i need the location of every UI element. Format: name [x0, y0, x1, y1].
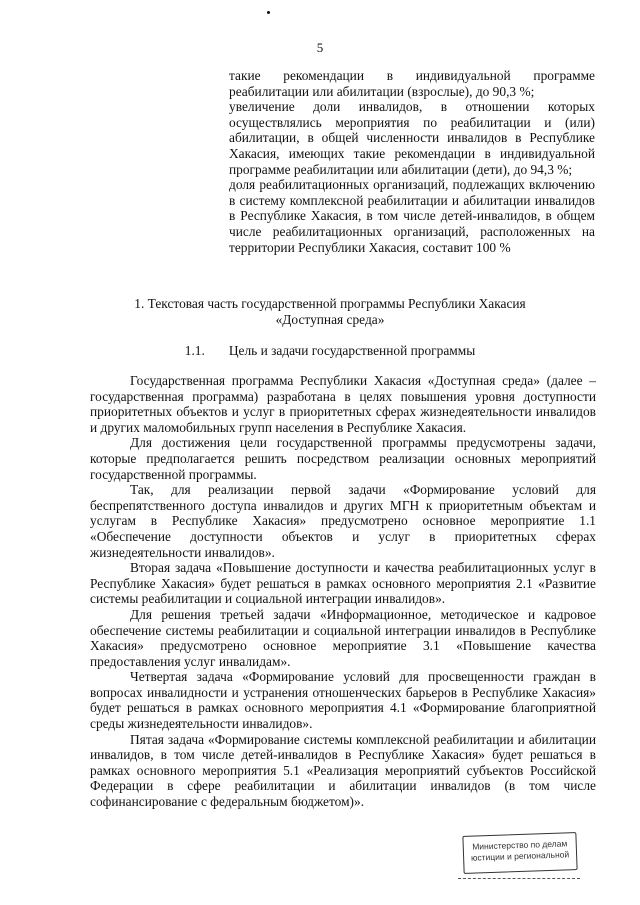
ministry-stamp — [462, 832, 577, 874]
target-indicators-block — [229, 68, 595, 255]
indicator-item: увеличение доли инвалидов, в отношении которых осуществлялись мероприятия по реабилитации и (или) абилитации, в общей численности инвалидов в Республике Хакасия, имеющих такие рекомендации в индивидуальной программе реабилитации или абилитации (дети), до 94,3 %; — [229, 99, 595, 177]
page-number: 5 — [316, 40, 324, 55]
section-heading-line2: «Доступная среда» — [275, 312, 385, 327]
document-body — [90, 373, 596, 810]
body-paragraph: Так, для реализации первой задачи «Формирование условий для беспрепятственного доступа инвалидов и других МГН к приоритетным объектам и услугам в Республике Хакасия» предусмотрено основное мероприятие 1.1 «Обеспечение доступности объектов и услуг в приоритетных сферах жизнедеятельности инвалидов». — [90, 482, 596, 560]
stamp-line1: Министерство по делам — [472, 838, 568, 852]
indicator-item: такие рекомендации в индивидуальной программе реабилитации или абилитации (взрослые), до 90,3 %; — [229, 68, 595, 99]
body-paragraph: Четвертая задача «Формирование условий для просвещенности граждан в вопросах инвалидности и устранения отношенческих барьеров в Республике Хакасия» будет решаться в рамках основного мероприятия 4.1 «Формирование благоприятной среды жизнедеятельности инвалидов». — [90, 669, 596, 732]
subsection-heading — [90, 343, 570, 359]
stamp-underline — [458, 878, 580, 879]
scan-speck — [267, 11, 270, 14]
section-heading — [100, 296, 560, 328]
stamp-line2: юстиции и региональной — [470, 849, 570, 863]
body-paragraph: Государственная программа Республики Хакасия «Доступная среда» (далее – государственная программа) разработана в целях повышения уровня доступности приоритетных объектов и услуг в приоритетных сферах жизнедеятельности инвалидов и других маломобильных групп населения в Республике Хакасия. — [90, 373, 596, 435]
body-paragraph: Для достижения цели государственной программы предусмотрены задачи, которые предполагается решить посредством реализации основных мероприятий государственной программы. — [90, 435, 596, 482]
body-paragraph: Вторая задача «Повышение доступности и качества реабилитационных услуг в Республике Хакасия» будет решаться в рамках основного мероприятия 2.1 «Развитие системы реабилитации и социальной интеграции инвалидов». — [90, 560, 596, 607]
subsection-number: 1.1. — [184, 343, 205, 358]
body-paragraph: Для решения третьей задачи «Информационное, методическое и кадровое обеспечение системы реабилитации и социальной интеграции инвалидов в Республике Хакасия» предусмотрено основное мероприятие 3.1 «Повышение качества предоставления услуг инвалидам». — [90, 606, 596, 669]
subsection-title: Цель и задачи государственной программы — [228, 343, 476, 358]
indicator-item: доля реабилитационных организаций, подлежащих включению в систему комплексной реабилитации и абилитации инвалидов в Республике Хакасия, в том числе детей-инвалидов, в общем числе реабилитационных организаций, расположенных на территории Республики Хакасия, составит 100 % — [229, 177, 595, 255]
section-heading-line1: 1. Текстовая часть государственной программы Республики Хакасия — [134, 296, 526, 311]
body-paragraph: Пятая задача «Формирование системы комплексной реабилитации и абилитации инвалидов, в том числе детей-инвалидов в Республике Хакасия» будет решаться в рамках основного мероприятия 5.1 «Реализация мероприятий субъектов Российской Федерации в сфере реабилитации и абилитации инвалидов (в том числе софинансирование с федеральным бюджетом)». — [90, 731, 596, 810]
